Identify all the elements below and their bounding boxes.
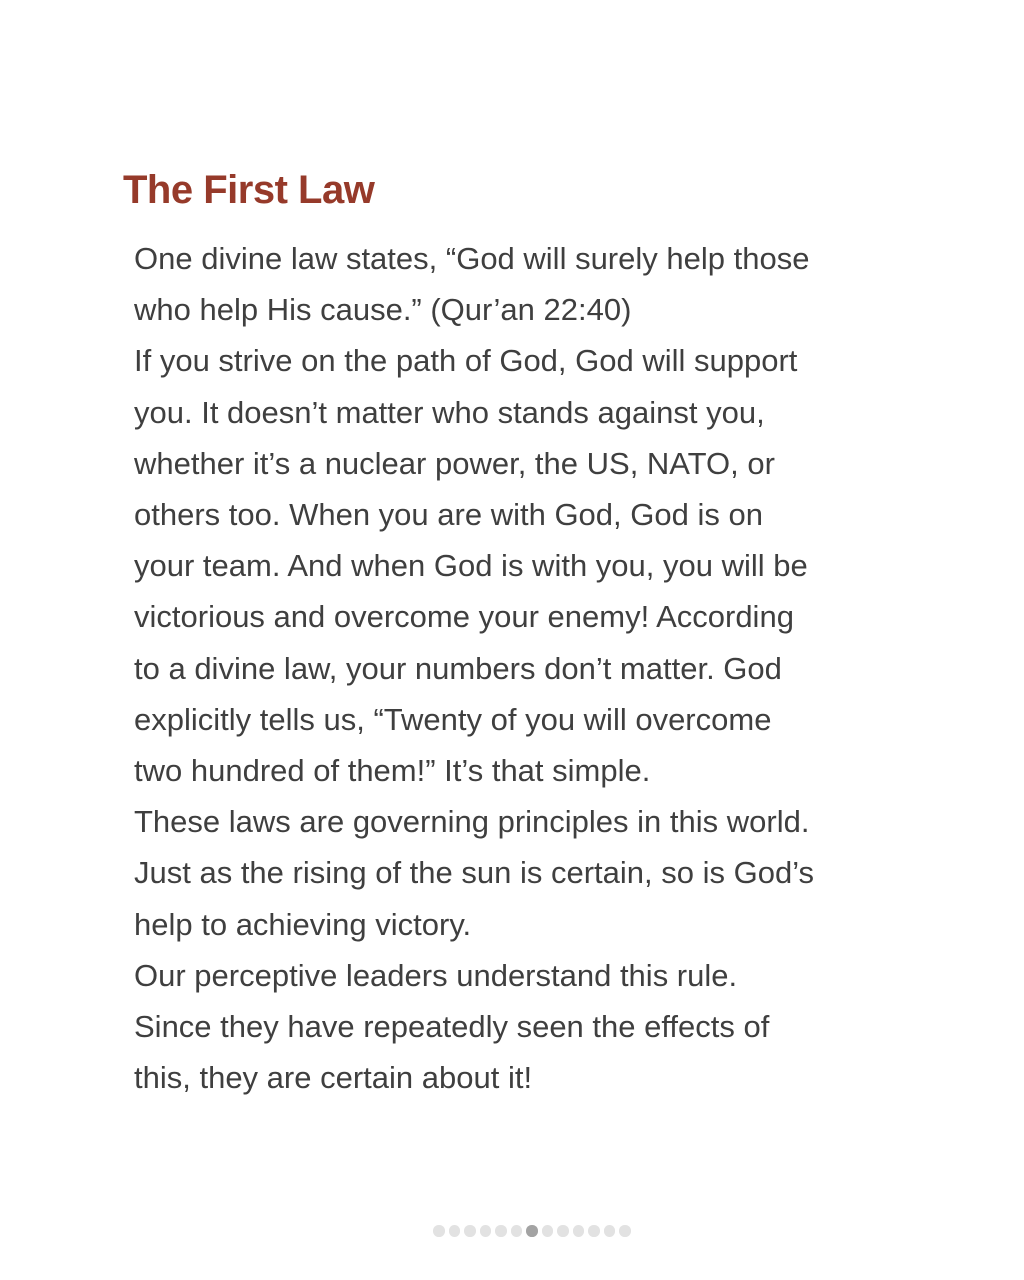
pagination-dot[interactable] [464, 1225, 476, 1237]
text-line: One divine law states, “God will surely help those [134, 241, 810, 276]
text-line: These laws are governing principles in this world. [134, 804, 810, 840]
pagination-dot-active[interactable] [526, 1225, 538, 1237]
pagination-dot[interactable] [619, 1225, 631, 1237]
pagination-dots[interactable] [433, 1225, 631, 1237]
text-line: who help His cause.” (Qur’an 22:40) [134, 292, 632, 328]
pagination-dot[interactable] [588, 1225, 600, 1237]
pagination-dot[interactable] [433, 1225, 445, 1237]
pagination-dot[interactable] [573, 1225, 585, 1237]
text-line: Just as the rising of the sun is certain, so is God’s [134, 855, 815, 891]
text-line: Our perceptive leaders understand this rule. [134, 957, 738, 993]
pagination-dot[interactable] [511, 1225, 523, 1237]
text-line: your team. And when God is with you, you will be [134, 548, 808, 584]
pagination-dot[interactable] [449, 1225, 461, 1237]
text-line: help to achieving victory. [134, 906, 472, 942]
text-line: whether it’s a nuclear power, the US, NATO, or [134, 445, 775, 481]
text-line: Since they have repeatedly seen the effects of [134, 1009, 770, 1045]
pagination-dot[interactable] [495, 1225, 507, 1237]
pagination-dot[interactable] [557, 1225, 569, 1237]
pagination-dot[interactable] [542, 1225, 554, 1237]
text-line: to a divine law, your numbers don’t matter. God [134, 650, 782, 686]
pagination-dot[interactable] [480, 1225, 492, 1237]
text-line: this, they are certain about it! [134, 1060, 533, 1096]
page-title: The First Law [123, 168, 375, 212]
body-text [134, 233, 924, 1103]
text-line: explicitly tells us, “Twenty of you will overcome [134, 701, 772, 737]
text-line: others too. When you are with God, God is on [134, 497, 763, 533]
text-line: If you strive on the path of God, God will support [134, 343, 798, 379]
text-line: two hundred of them!” It’s that simple. [134, 753, 651, 789]
text-line: you. It doesn’t matter who stands against you, [134, 394, 765, 430]
text-line: victorious and overcome your enemy! According [134, 599, 794, 635]
pagination-dot[interactable] [604, 1225, 616, 1237]
